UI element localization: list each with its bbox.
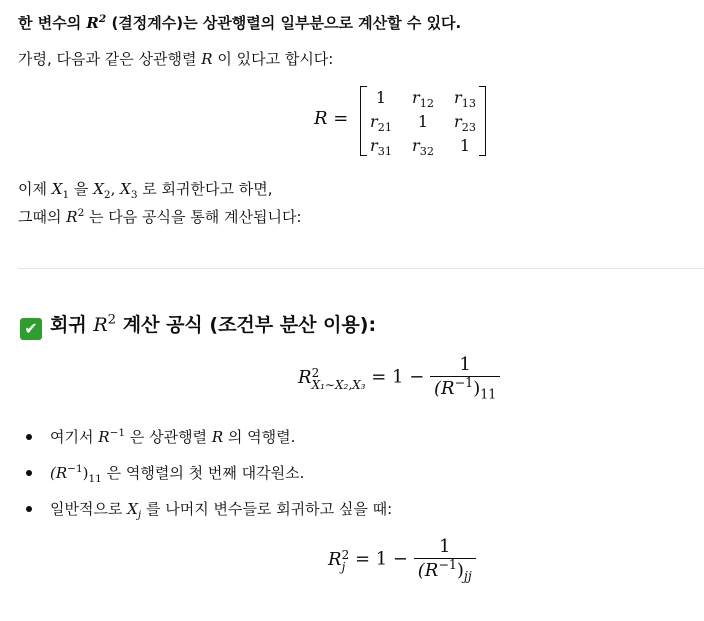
formula-intro-text-a: 그때의: [18, 208, 62, 226]
matrix-cell-31: $r_{31}$: [370, 136, 392, 159]
formula-fraction: [430, 354, 500, 401]
formula-rhs: = 1 −: [371, 366, 425, 388]
formula-intro-text-b: 는 다음 공식을 통해 계산됩니다:: [89, 208, 302, 226]
bullet-dot: [26, 506, 32, 512]
list-item-text: 은 역행렬의 첫 번째 대각원소.: [106, 464, 305, 482]
correlation-matrix: [360, 86, 486, 159]
section-divider: [18, 268, 704, 269]
r-squared-symbol-2: $R^2$: [66, 207, 85, 226]
matrix-lhs: R =: [314, 108, 349, 129]
x1-symbol: $X_1$: [51, 180, 70, 201]
fraction-denominator: $(R^{-1})_{11}$: [434, 375, 497, 402]
intro-text-a: 한 변수의: [18, 14, 82, 32]
list-item: [50, 426, 295, 447]
regression-text-a: 이제: [18, 180, 47, 198]
regression-text-c: 로 회귀한다고 하면,: [142, 180, 273, 198]
matrix-intro-text-b: 이 있다고 합시다:: [217, 50, 334, 68]
list-item-text: 의 역행렬.: [227, 428, 296, 446]
matrix-cell-13: $r_{13}$: [454, 88, 476, 111]
matrix-cell-33: 1: [459, 136, 471, 155]
r-squared-symbol-3: $R^2$: [93, 312, 117, 336]
r-inverse-11-symbol: $(R^{-1})_{11}$: [50, 463, 102, 485]
r-symbol: R: [211, 428, 224, 446]
r-inverse-symbol: $R^{-1}$: [98, 427, 126, 446]
matrix-cell-22: 1: [417, 112, 429, 131]
formula-rhs: = 1 −: [354, 548, 408, 570]
section-title-b: 계산 공식 (조건부 분산 이용):: [122, 314, 377, 336]
list-item: [50, 462, 304, 483]
matrix-cell-11: 1: [375, 88, 387, 107]
r-squared-j-formula: [328, 536, 476, 583]
intro-text-b: (결정계수)는 상관행렬의 일부분으로 계산할 수 있다.: [111, 14, 462, 32]
list-item-text: 은 상관행렬: [129, 428, 208, 446]
formula-intro-paragraph: [18, 206, 302, 227]
formula-fraction: [414, 536, 476, 583]
r-symbol: R: [201, 50, 213, 68]
fraction-numerator: 1: [430, 354, 500, 377]
matrix-cell-21: $r_{21}$: [370, 112, 392, 135]
x2-x3-symbols: $X_2$, $X_3$: [93, 180, 138, 201]
matrix-intro-paragraph: [18, 48, 333, 69]
regression-text-b: 을: [73, 180, 89, 198]
bullet-dot: [26, 470, 32, 476]
formula-lhs: R 2 j: [328, 547, 350, 574]
regression-paragraph: [18, 178, 273, 199]
list-item: [50, 498, 392, 519]
fraction-numerator: 1: [414, 536, 476, 559]
list-item-text: 여기서: [50, 428, 94, 446]
list-item-text: 를 나머지 변수들로 회귀하고 싶을 때:: [145, 500, 393, 518]
matrix-cell-12: $r_{12}$: [412, 88, 434, 111]
r-squared-formula: [298, 354, 500, 401]
intro-paragraph: [18, 12, 461, 33]
formula-lhs: R 2 X₁∼X₂,X₃: [298, 365, 366, 392]
r-squared-symbol: $R^2$: [86, 13, 107, 32]
checkmark-icon: ✔: [20, 318, 42, 340]
fraction-denominator: $(R^{-1})_{jj}$: [417, 557, 472, 584]
bullet-dot: [26, 434, 32, 440]
xj-symbol: $X_j$: [127, 500, 142, 521]
matrix-intro-text-a: 가령, 다음과 같은 상관행렬: [18, 50, 197, 68]
matrix-cell-23: $r_{23}$: [454, 112, 476, 135]
matrix-cell-32: $r_{32}$: [412, 136, 434, 159]
section-heading: [20, 310, 376, 340]
list-item-text: 일반적으로: [50, 500, 123, 518]
section-title-a: 회귀: [50, 314, 87, 336]
